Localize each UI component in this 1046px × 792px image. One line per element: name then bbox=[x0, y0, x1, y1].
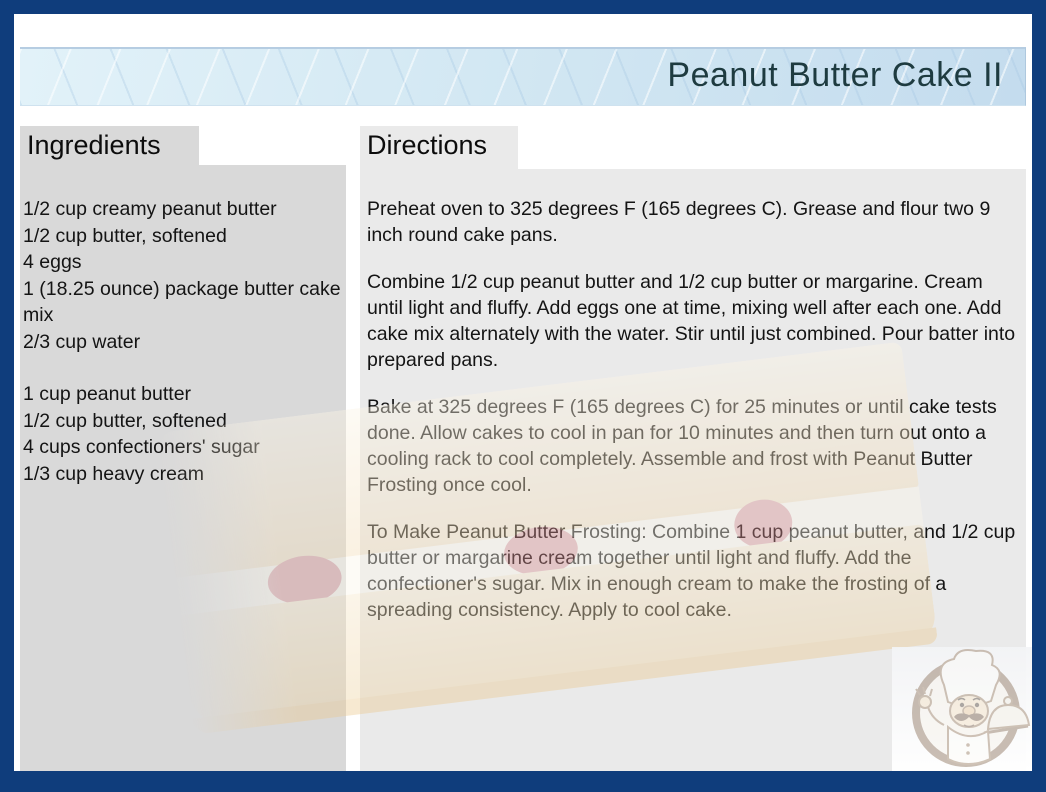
direction-paragraph: Combine 1/2 cup peanut butter and 1/2 cup butter or margarine. Cream until light and fluffy. Add eggs one at time, mixing well after each one. Add cake mix alternately with the water. Stir until just combined. Pour batter into prepared pans. bbox=[367, 271, 1016, 371]
header-band bbox=[20, 47, 1026, 106]
ingredient-group-frosting bbox=[23, 381, 345, 487]
ingredients-heading: Ingredients bbox=[27, 130, 161, 160]
ingredient-item: 1/2 cup creamy peanut butter bbox=[23, 198, 277, 220]
ingredient-item: 4 eggs bbox=[23, 251, 82, 273]
ingredients-list bbox=[23, 196, 345, 487]
directions-heading-box bbox=[360, 126, 518, 169]
ingredient-item: 1/3 cup heavy cream bbox=[23, 462, 205, 485]
ingredient-item: 4 cups confectioners' sugar bbox=[23, 436, 260, 458]
directions-heading: Directions bbox=[367, 130, 488, 160]
ingredients-heading-box bbox=[20, 126, 199, 165]
directions-text bbox=[367, 196, 1017, 644]
page-content bbox=[14, 14, 1032, 771]
ingredient-item: 2/3 cup water bbox=[23, 330, 141, 353]
page-title: Peanut Butter Cake II bbox=[667, 55, 1003, 94]
ingredient-item: 1 (18.25 ounce) package butter cake mix bbox=[23, 277, 341, 326]
direction-paragraph: Preheat oven to 325 degrees F (165 degrees C). Grease and flour two 9 inch round cake pans. bbox=[367, 198, 991, 246]
ingredient-group-cake bbox=[23, 196, 345, 355]
ingredient-item: 1/2 cup butter, softened bbox=[23, 409, 227, 432]
direction-paragraph: Bake at 325 degrees F (165 degrees C) for 25 minutes or until cake tests done. Allow cakes to cool in pan for 10 minutes and then turn out onto a cooling rack to cool completely. Assemble and frost with Peanut Butter Frosting once cool. bbox=[367, 396, 997, 496]
ingredient-item: 1 cup peanut butter bbox=[23, 383, 192, 405]
ingredient-item: 1/2 cup butter, softened bbox=[23, 224, 227, 247]
direction-paragraph: To Make Peanut Butter Frosting: Combine 1 cup peanut butter, and 1/2 cup butter or margarine cream together until light and fluffy. Add the confectioner's sugar. Mix in enough cream to make the frosting of a spreading consistency. Apply to cool cake. bbox=[367, 521, 1016, 621]
